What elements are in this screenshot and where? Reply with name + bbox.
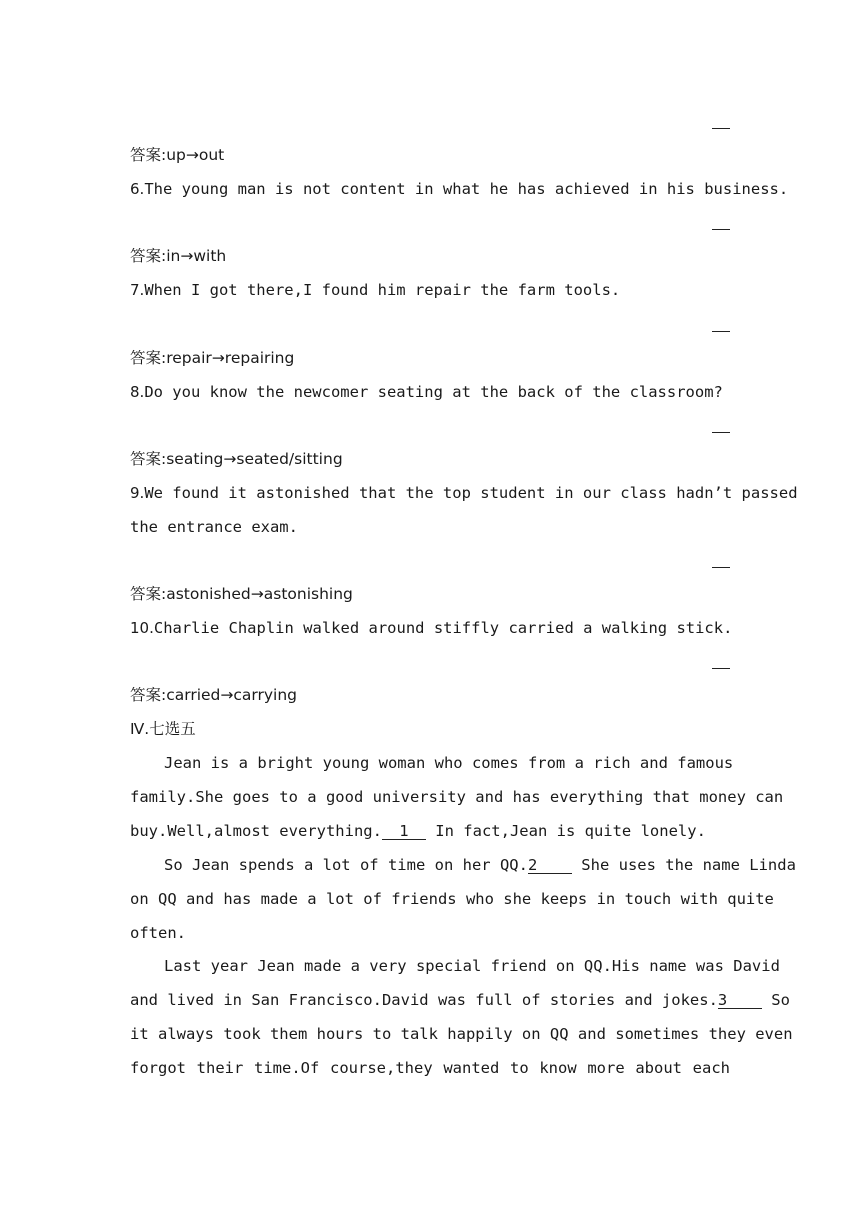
question-sentence-continued: the entrance exam. [130, 518, 298, 536]
passage-text: and lived in San Francisco.David was full of stories and jokes. [130, 991, 718, 1009]
passage-line: family.She goes to a good university and has everything that money can [130, 788, 784, 806]
question-number: 9. [130, 484, 145, 502]
question-10 [130, 618, 733, 638]
answer-blank-line [712, 432, 730, 433]
question-6 [130, 179, 789, 199]
passage-line [130, 990, 790, 1010]
passage-text: buy.Well,almost everything. [130, 822, 382, 840]
question-sentence: When I got there,I found him repair the farm tools. [144, 281, 621, 299]
passage-text: In fact,Jean is quite lonely. [425, 822, 706, 840]
question-number: 10. [130, 619, 154, 637]
answer-blank-line [712, 229, 730, 230]
answer-blank-line [712, 331, 730, 332]
question-7 [130, 280, 730, 300]
question-number: 6. [130, 180, 145, 198]
answer-text: 答案:carried→carrying [130, 686, 298, 704]
passage-line: Jean is a bright young woman who comes from a rich and famous [164, 754, 734, 772]
answer-blank-2: 2 [528, 857, 572, 874]
question-sentence: The young man is not content in what he has achieved in his business. [144, 180, 789, 198]
passage-line: forgot their time.Of course,they wanted to know more about each [130, 1059, 730, 1077]
question-sentence: Do you know the newcomer seating at the back of the classroom? [144, 383, 723, 401]
answer-text: 答案:repair→repairing [130, 349, 295, 367]
passage-line: often. [130, 924, 186, 942]
answer-text: 答案:seating→seated/sitting [130, 450, 343, 468]
passage-text: So [761, 991, 790, 1009]
question-sentence: Charlie Chaplin walked around stiffly carried a walking stick. [153, 619, 733, 637]
question-number: 7. [130, 281, 145, 299]
passage-line: Last year Jean made a very special friend on QQ.His name was David [164, 957, 780, 975]
answer-blank-1: 1 [382, 823, 426, 840]
passage-line: on QQ and has made a lot of friends who she keeps in touch with quite [130, 890, 774, 908]
answer-blank-line [712, 128, 730, 129]
passage-line: it always took them hours to talk happily on QQ and sometimes they even [130, 1025, 793, 1043]
question-number: 8. [130, 383, 145, 401]
answer-text: 答案:astonished→astonishing [130, 585, 353, 603]
section-heading: Ⅳ.七选五 [130, 720, 196, 738]
question-8 [130, 382, 730, 402]
passage-line [130, 855, 796, 875]
answer-blank-line [712, 668, 730, 669]
answer-text: 答案:in→with [130, 247, 227, 265]
passage-text: So Jean spends a lot of time on her QQ. [164, 856, 528, 874]
passage-text: She uses the name Linda [571, 856, 796, 874]
answer-text: 答案:up→out [130, 146, 225, 164]
answer-blank-3: 3 [718, 992, 762, 1009]
question-9 [130, 483, 798, 503]
passage-line [130, 821, 730, 841]
answer-blank-line [712, 567, 730, 568]
question-sentence: We found it astonished that the top student in our class hadn’t passed [144, 484, 798, 502]
